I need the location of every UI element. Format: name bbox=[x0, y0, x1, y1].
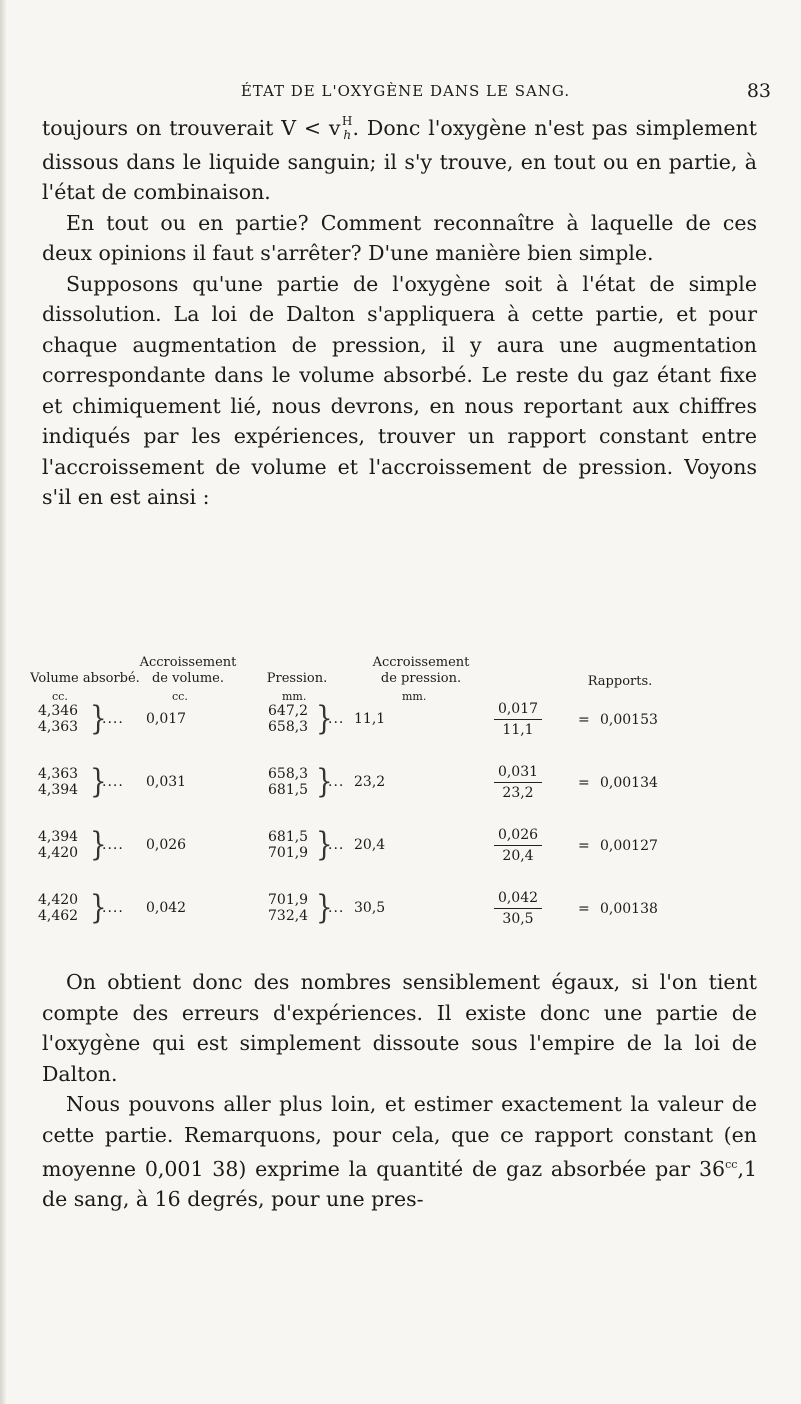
delta-pression: 23,2 bbox=[354, 774, 386, 790]
equals-sign: = bbox=[578, 775, 590, 791]
ratio-fraction bbox=[478, 764, 558, 801]
paragraph-5 bbox=[42, 1089, 757, 1215]
pression-b: 701,9 bbox=[268, 845, 309, 861]
unit-accr-pression: mm. bbox=[402, 690, 427, 703]
data-table bbox=[30, 652, 770, 972]
ratio-fraction bbox=[478, 827, 558, 864]
fraction-h-over-h bbox=[341, 113, 353, 147]
ratio-num: 0,031 bbox=[494, 764, 542, 783]
vol-b: 4,363 bbox=[38, 719, 79, 735]
vol-a: 4,394 bbox=[38, 829, 79, 845]
paragraph-1 bbox=[42, 113, 757, 208]
delta-volume: 0,031 bbox=[146, 774, 187, 790]
text-block-bottom bbox=[42, 967, 757, 1215]
para5-end: ,1 de sang, à 16 degrés, pour une pres- bbox=[42, 1156, 757, 1212]
header-accr-volume-1: Accroissement bbox=[139, 655, 237, 670]
page-number: 83 bbox=[746, 80, 771, 102]
delta-volume: 0,026 bbox=[146, 837, 187, 853]
leader-dots: .... bbox=[102, 900, 124, 916]
ratio-fraction bbox=[478, 890, 558, 927]
ratio-den: 11,1 bbox=[502, 722, 534, 738]
para1-start: toujours on trouverait V < v bbox=[42, 116, 341, 140]
leader-dots: .... bbox=[102, 711, 124, 727]
running-head bbox=[40, 82, 771, 106]
vol-a: 4,363 bbox=[38, 766, 79, 782]
delta-volume: 0,017 bbox=[146, 711, 187, 727]
delta-pression: 30,5 bbox=[354, 900, 386, 916]
leader-dots: .... bbox=[102, 774, 124, 790]
pression-a: 647,2 bbox=[268, 703, 309, 719]
page-edge-shadow bbox=[0, 0, 6, 1404]
equals-sign: = bbox=[578, 838, 590, 854]
header-accr-pression-1: Accroissement bbox=[372, 655, 470, 670]
ratio-num: 0,042 bbox=[494, 890, 542, 909]
delta-volume: 0,042 bbox=[146, 900, 187, 916]
text-block-top bbox=[42, 113, 757, 513]
paragraph-2: En tout ou en partie? Comment reconnaître à laquelle de ces deux opinions il faut s'arrêter? D'une manière bien simple. bbox=[42, 210, 757, 265]
leader-dots: .... bbox=[102, 837, 124, 853]
header-pression: Pression. bbox=[266, 671, 328, 686]
ratio-num: 0,026 bbox=[494, 827, 542, 846]
paragraph-4: On obtient donc des nombres sensiblement égaux, si l'on tient compte des erreurs d'expériences. Il existe donc une partie de l'oxygène qui est simplement dissoute sous l'empire de la loi de Dalton. bbox=[42, 970, 757, 1086]
vol-b: 4,420 bbox=[38, 845, 79, 861]
equals-sign: = bbox=[578, 901, 590, 917]
pression-a: 658,3 bbox=[268, 766, 309, 782]
leader-dots: ... bbox=[328, 711, 345, 727]
ratio-den: 23,2 bbox=[502, 785, 534, 801]
pression-a: 701,9 bbox=[268, 892, 309, 908]
ratio-num: 0,017 bbox=[494, 701, 542, 720]
leader-dots: ... bbox=[328, 774, 345, 790]
pression-b: 681,5 bbox=[268, 782, 309, 798]
delta-pression: 11,1 bbox=[354, 711, 386, 727]
ratio-value: 0,00153 bbox=[600, 712, 658, 728]
brace: } bbox=[90, 700, 107, 738]
brace: } bbox=[316, 700, 333, 738]
unit-volume: cc. bbox=[52, 690, 68, 703]
leader-dots: ... bbox=[328, 837, 345, 853]
vol-b: 4,462 bbox=[38, 908, 79, 924]
header-accr-pression-2: de pression. bbox=[380, 671, 462, 686]
running-title: ÉTAT DE L'OXYGÈNE DANS LE SANG. bbox=[240, 82, 571, 100]
vol-a: 4,420 bbox=[38, 892, 79, 908]
paragraph-3: Supposons qu'une partie de l'oxygène soit à l'état de simple dissolution. La loi de Dalton s'appliquera à cette partie, et pour chaque augmentation de pression, il y aura une augmentation correspondante dans le volume absorbé. Le reste du gaz étant fixe et chimiquement lié, nous devrons, en nous reportant aux chiffres indiqués par les expériences, trouver un rapport constant entre l'accroissement de volume et l'accroissement de pression. Voyons s'il en est ainsi : bbox=[42, 271, 757, 509]
header-rapports: Rapports. bbox=[587, 674, 653, 689]
equals-sign: = bbox=[578, 712, 590, 728]
vol-b: 4,394 bbox=[38, 782, 79, 798]
ratio-den: 30,5 bbox=[502, 911, 534, 927]
vol-a: 4,346 bbox=[38, 703, 79, 719]
pression-b: 658,3 bbox=[268, 719, 309, 735]
ratio-fraction bbox=[478, 701, 558, 738]
brace: } bbox=[90, 763, 107, 801]
brace: } bbox=[90, 826, 107, 864]
brace: } bbox=[316, 889, 333, 927]
brace: } bbox=[316, 763, 333, 801]
unit-pression: mm. bbox=[282, 690, 307, 703]
ratio-value: 0,00134 bbox=[600, 775, 658, 791]
unit-accr-volume: cc. bbox=[172, 690, 188, 703]
ratio-value: 0,00138 bbox=[600, 901, 658, 917]
para5-text: Nous pouvons aller plus loin, et estimer exactement la valeur de cette partie. Remarquons, pour cela, que ce rapport constant (en moyenne 0,001 38) exprime la quantité de gaz absorbée par 36 bbox=[42, 1092, 757, 1181]
brace: } bbox=[316, 826, 333, 864]
delta-pression: 20,4 bbox=[354, 837, 386, 853]
pression-a: 681,5 bbox=[268, 829, 309, 845]
frac-num: H bbox=[341, 114, 353, 128]
leader-dots: ... bbox=[328, 900, 345, 916]
frac-den: h bbox=[343, 128, 352, 142]
header-volume: Volume absorbé. bbox=[30, 671, 140, 686]
brace: } bbox=[90, 889, 107, 927]
pression-b: 732,4 bbox=[268, 908, 309, 924]
para1-rest: . Donc l'oxygène n'est pas simplement dissous dans le liquide sanguin; il s'y trouve, en tout ou en partie, à l'état de combinaison. bbox=[42, 116, 757, 204]
ratio-value: 0,00127 bbox=[600, 838, 658, 854]
para5-sup: cc bbox=[725, 1158, 738, 1171]
ratio-den: 20,4 bbox=[502, 848, 534, 864]
header-accr-volume-2: de volume. bbox=[151, 671, 224, 686]
